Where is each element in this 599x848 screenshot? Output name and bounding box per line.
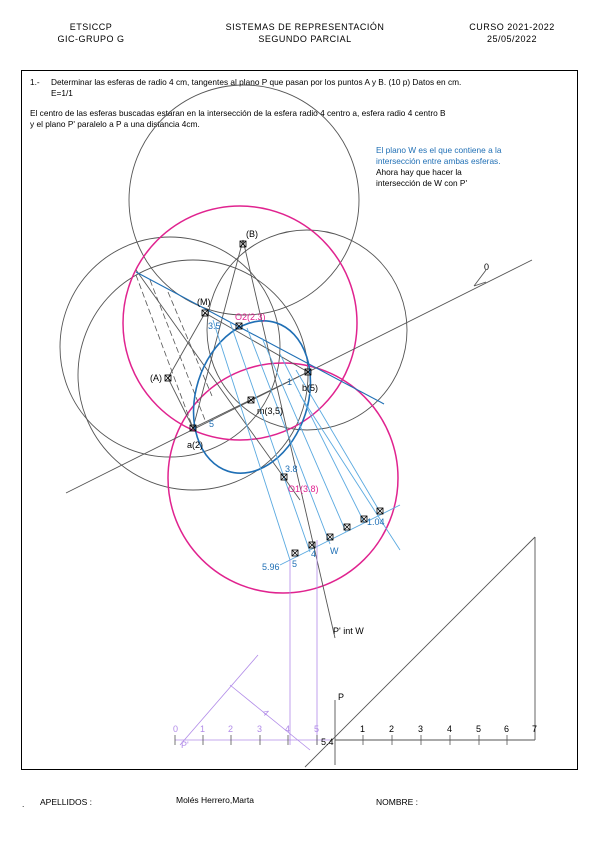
annotation-black-1: Ahora hay que hacer la: [376, 167, 462, 177]
blue-parallel-5: [280, 354, 364, 522]
scale-right-5: 5: [476, 724, 482, 734]
name-label: NOMBRE :: [376, 797, 419, 807]
point-m-marker: [202, 310, 208, 316]
label-o2: O2(2.3): [235, 312, 266, 322]
label-54: 5.4: [321, 737, 334, 747]
label-a2: a(2): [187, 440, 204, 450]
surname-label: APELLIDOS :: [40, 797, 92, 807]
scale-left-1: 1: [200, 724, 206, 734]
label-o1: O1(3.8): [288, 484, 319, 494]
scale-left-3: 3: [257, 724, 263, 734]
annotation-black-2: intersección de W con P': [376, 178, 468, 188]
label-596: 5.96: [262, 562, 280, 572]
violet-diagonal: [180, 655, 258, 745]
header-school: ETSICCP: [69, 22, 113, 32]
scale-right-4: 4: [447, 724, 453, 734]
dashed-line-3: [168, 292, 212, 396]
annotation-blue-2: intersección entre ambas esferas.: [376, 156, 501, 166]
scale-right-2: 2: [389, 724, 395, 734]
point-w0-marker: [377, 508, 383, 514]
scale-right-1: 1: [360, 724, 366, 734]
line-a-side: [168, 378, 193, 428]
scale-left-4: 4: [285, 724, 291, 734]
header-group: GIC-GRUPO G: [57, 34, 125, 44]
annotation-blue-1: El plano W es el que contiene a la: [376, 145, 502, 155]
problem-note-1: El centro de las esferas buscadas estaran en la intersección de la esfera radio 4 centro a, esfera radio 4 centro B: [30, 108, 446, 118]
circle-top: [129, 85, 359, 315]
problem-statement: Determinar las esferas de radio 4 cm, tangentes al plano P que pasan por los puntos A y B. (10 p) Datos en cm.: [51, 77, 462, 87]
label-104: 1.04: [367, 517, 385, 527]
point-w5-marker: [292, 550, 298, 556]
label-p-prime: P': [181, 740, 189, 750]
label-d4: 4: [260, 707, 271, 718]
label-p-trace: P: [338, 692, 345, 702]
point-w4-marker: [309, 542, 315, 548]
point-a-marker: [165, 375, 171, 381]
footer-dot: .: [22, 799, 25, 809]
label-w4: 4: [311, 549, 317, 559]
scale-left-5: 5: [314, 724, 320, 734]
label-m: (M): [197, 297, 211, 307]
label-w: W: [330, 546, 339, 556]
header-subject: SISTEMAS DE REPRESENTACIÓN: [225, 22, 385, 32]
scale-right-6: 6: [504, 724, 510, 734]
label-pint: P' int W: [333, 626, 364, 636]
scale-left-0: 0: [173, 724, 179, 734]
trace-line-blue: [136, 272, 384, 404]
header-course: CURSO 2021-2022: [469, 22, 555, 32]
label-38: 3.8: [285, 464, 298, 474]
circle-left-lower: [78, 260, 308, 490]
label-b: (B): [246, 229, 258, 239]
label-a: (A): [150, 373, 162, 383]
problem-scale: E=1/1: [51, 88, 73, 98]
header-date: 25/05/2022: [486, 34, 538, 44]
circle-left: [60, 237, 280, 457]
header-exam: SEGUNDO PARCIAL: [258, 34, 352, 44]
line-diag-long: [136, 270, 300, 500]
label-b5: b(5): [302, 383, 319, 393]
point-o1-marker: [281, 474, 287, 480]
label-35: 3.5: [208, 321, 221, 331]
scale-left-2: 2: [228, 724, 234, 734]
problem-note-2: y el plano P' paralelo a P a una distancia 4cm.: [30, 119, 200, 129]
label-zero: 0: [484, 262, 490, 272]
label-w5: 5: [292, 559, 298, 569]
point-w2-marker: [344, 524, 350, 530]
problem-number: 1.-: [30, 77, 40, 87]
point-m35-marker: [248, 397, 254, 403]
label-m35: m(3,5): [257, 406, 284, 416]
label-1: 1: [287, 377, 293, 387]
surname-value: Molés Herrero,Marta: [176, 795, 254, 805]
scale-right-7: 7: [532, 724, 538, 734]
scale-right-3: 3: [418, 724, 424, 734]
label-5-left: 5: [209, 419, 215, 429]
point-w3-marker: [327, 534, 333, 540]
